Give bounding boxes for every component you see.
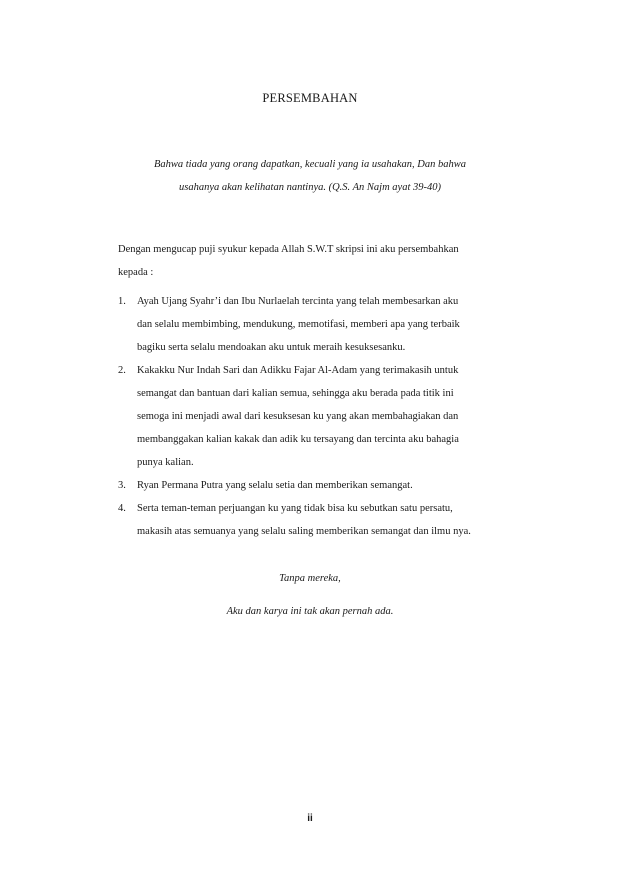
- quote-line: usahanya akan kelihatan nantinya. (Q.S. An Najm ayat 39-40): [179, 182, 441, 193]
- quote-line: Bahwa tiada yang orang dapatkan, kecuali yang ia usahakan, Dan bahwa: [153, 159, 467, 170]
- list-item: [118, 359, 531, 474]
- list-item: [118, 497, 531, 543]
- closing-line: Aku dan karya ini tak akan pernah ada.: [226, 606, 394, 617]
- list-item-number: 4.: [118, 503, 126, 514]
- page-number: ii: [307, 813, 313, 824]
- list-item-line: membanggakan kalian kakak dan adik ku tersayang dan tercinta aku bahagia: [137, 434, 459, 445]
- list-item-line: punya kalian.: [137, 457, 194, 468]
- page-title: PERSEMBAHAN: [262, 91, 358, 105]
- list-item-line: Serta teman-teman perjuangan ku yang tidak bisa ku sebutkan satu persatu,: [137, 503, 453, 514]
- intro-line: kepada :: [118, 267, 154, 278]
- intro-paragraph: [118, 238, 531, 284]
- list-item-number: 2.: [118, 365, 126, 376]
- dedication-list: [118, 290, 531, 543]
- list-item: [118, 474, 531, 497]
- intro-line: Dengan mengucap puji syukur kepada Allah S.W.T skripsi ini aku persembahkan: [118, 244, 459, 255]
- list-item: [118, 290, 531, 359]
- list-item-line: makasih atas semuanya yang selalu saling memberikan semangat dan ilmu nya.: [137, 526, 471, 537]
- list-item-number: 3.: [118, 480, 126, 491]
- list-item-line: semangat dan bantuan dari kalian semua, sehingga aku berada pada titik ini: [137, 388, 454, 399]
- list-item-line: Ayah Ujang Syahr’i dan Ibu Nurlaelah tercinta yang telah membesarkan aku: [137, 296, 459, 307]
- list-item-line: semoga ini menjadi awal dari kesuksesan ku yang akan membahagiakan dan: [137, 411, 459, 422]
- list-item-number: 1.: [118, 296, 126, 307]
- quote-block: [110, 153, 510, 199]
- closing-line: Tanpa mereka,: [279, 573, 341, 584]
- list-item-line: Kakakku Nur Indah Sari dan Adikku Fajar Al-Adam yang terimakasih untuk: [137, 365, 459, 376]
- list-item-line: Ryan Permana Putra yang selalu setia dan memberikan semangat.: [137, 480, 413, 491]
- list-item-line: bagiku serta selalu mendoakan aku untuk meraih kesuksesanku.: [137, 342, 406, 353]
- list-item-line: dan selalu membimbing, mendukung, memotifasi, memberi apa yang terbaik: [137, 319, 460, 330]
